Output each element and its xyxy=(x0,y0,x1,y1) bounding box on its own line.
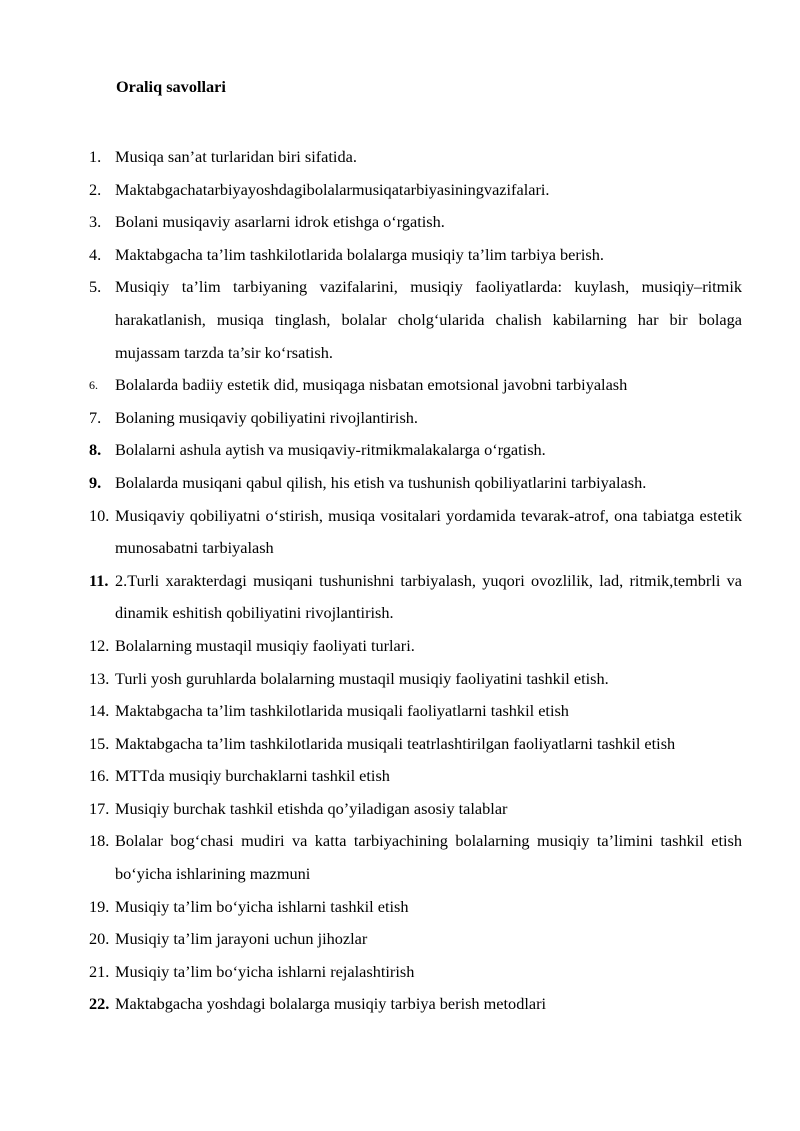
item-number: 6. xyxy=(89,378,98,393)
list-item xyxy=(89,467,742,500)
item-text: Bolalarni ashula aytish va musiqaviy-ritmikmalakalarga o‘rgatish. xyxy=(115,440,546,460)
item-number: 2. xyxy=(89,179,102,199)
question-list xyxy=(89,141,742,1021)
item-number: 22. xyxy=(89,994,110,1014)
item-text: Maktabgacha ta’lim tashkilotlarida bolalarga musiqiy ta’lim tarbiya berish. xyxy=(115,244,604,264)
item-number: 7. xyxy=(89,407,102,427)
item-text: Musiqa san’at turlaridan biri sifatida. xyxy=(115,147,357,166)
list-item xyxy=(89,988,742,1021)
list-item xyxy=(89,760,742,793)
list-item xyxy=(89,402,742,435)
list-item xyxy=(89,141,742,174)
item-number: 8. xyxy=(89,440,102,460)
list-item xyxy=(89,500,742,565)
item-number: 19. xyxy=(89,896,110,916)
list-item xyxy=(89,271,742,369)
page-title: Oraliq savollari xyxy=(116,77,226,96)
item-number: 18. xyxy=(89,831,110,851)
item-number: 4. xyxy=(89,244,102,264)
item-number: 21. xyxy=(89,961,110,981)
item-number: 16. xyxy=(89,766,110,786)
item-text: Musiqiy ta’lim jarayoni uchun jihozlar xyxy=(115,929,368,949)
item-number: 15. xyxy=(89,733,110,753)
item-number: 9. xyxy=(89,472,102,492)
item-number: 1. xyxy=(89,147,102,166)
item-text: Musiqiy ta’lim tarbiyaning vazifalarini, musiqiy faoliyatlarda: kuylash, musiqiy–ritmik harakatlanish, musiqa tinglash, bolalar cholg‘ularida chalish kabilarning har bir bolaga mujassam tarzda ta’sir ko‘rsatish. xyxy=(115,277,742,362)
item-text: Bolani musiqaviy asarlarni idrok etishga o‘rgatish. xyxy=(115,212,445,232)
list-item xyxy=(89,565,742,630)
list-item xyxy=(89,891,742,924)
list-item xyxy=(89,923,742,956)
item-text: Turli yosh guruhlarda bolalarning mustaqil musiqiy faoliyatini tashkil etish. xyxy=(115,668,609,688)
list-item xyxy=(89,239,742,272)
list-item xyxy=(89,956,742,989)
list-item xyxy=(89,206,742,239)
item-text: Musiqiy burchak tashkil etishda qo’yiladigan asosiy talablar xyxy=(115,798,508,818)
item-text: Musiqiy ta’lim bo‘yicha ishlarni rejalashtirish xyxy=(115,961,415,981)
item-number: 11. xyxy=(89,570,109,590)
list-item xyxy=(89,630,742,663)
item-text: Maktabgacha ta’lim tashkilotlarida musiqali faoliyatlarni tashkil etish xyxy=(115,701,569,721)
list-item xyxy=(89,434,742,467)
item-text: Maktabgachatarbiyayoshdagibolalarmusiqatarbiyasiningvazifalari. xyxy=(115,179,550,199)
list-item xyxy=(89,728,742,761)
list-item xyxy=(89,663,742,696)
item-number: 17. xyxy=(89,798,110,818)
item-number: 12. xyxy=(89,635,110,655)
item-text: 2.Turli xarakterdagi musiqani tushunishni tarbiyalash, yuqori ovozlilik, lad, ritmik,tembrli va dinamik eshitish qobiliyatini rivojlantirish. xyxy=(115,570,742,623)
item-number: 3. xyxy=(89,212,102,232)
item-text: Bolaning musiqaviy qobiliyatini rivojlantirish. xyxy=(115,407,418,427)
item-text: MTTda musiqiy burchaklarni tashkil etish xyxy=(115,766,390,786)
list-item xyxy=(89,793,742,826)
item-text: Bolalarning mustaqil musiqiy faoliyati turlari. xyxy=(115,635,415,655)
item-text: Maktabgacha ta’lim tashkilotlarida musiqali teatrlashtirilgan faoliyatlarni tashkil etish xyxy=(115,733,676,753)
item-text: Bolalarda badiiy estetik did, musiqaga nisbatan emotsional javobni tarbiyalash xyxy=(115,375,628,395)
item-text: Musiqiy ta’lim bo‘yicha ishlarni tashkil etish xyxy=(115,896,409,916)
item-text: Musiqaviy qobiliyatni o‘stirish, musiqa vositalari yordamida tevarak-atrof, ona tabiatga estetik munosabatni tarbiyalash xyxy=(115,505,742,558)
item-number: 14. xyxy=(89,701,110,721)
item-number: 13. xyxy=(89,668,110,688)
list-item xyxy=(89,825,742,890)
list-item xyxy=(89,369,742,402)
list-item xyxy=(89,174,742,207)
item-number: 5. xyxy=(89,277,102,297)
list-item xyxy=(89,695,742,728)
item-number: 20. xyxy=(89,929,110,949)
item-text: Bolalarda musiqani qabul qilish, his etish va tushunish qobiliyatlarini tarbiyalash. xyxy=(115,472,647,492)
item-text: Bolalar bog‘chasi mudiri va katta tarbiyachining bolalarning musiqiy ta’limini tashkil etish bo‘yicha ishlarining mazmuni xyxy=(115,831,742,884)
item-text: Maktabgacha yoshdagi bolalarga musiqiy tarbiya berish metodlari xyxy=(115,994,547,1014)
item-number: 10. xyxy=(89,505,110,525)
